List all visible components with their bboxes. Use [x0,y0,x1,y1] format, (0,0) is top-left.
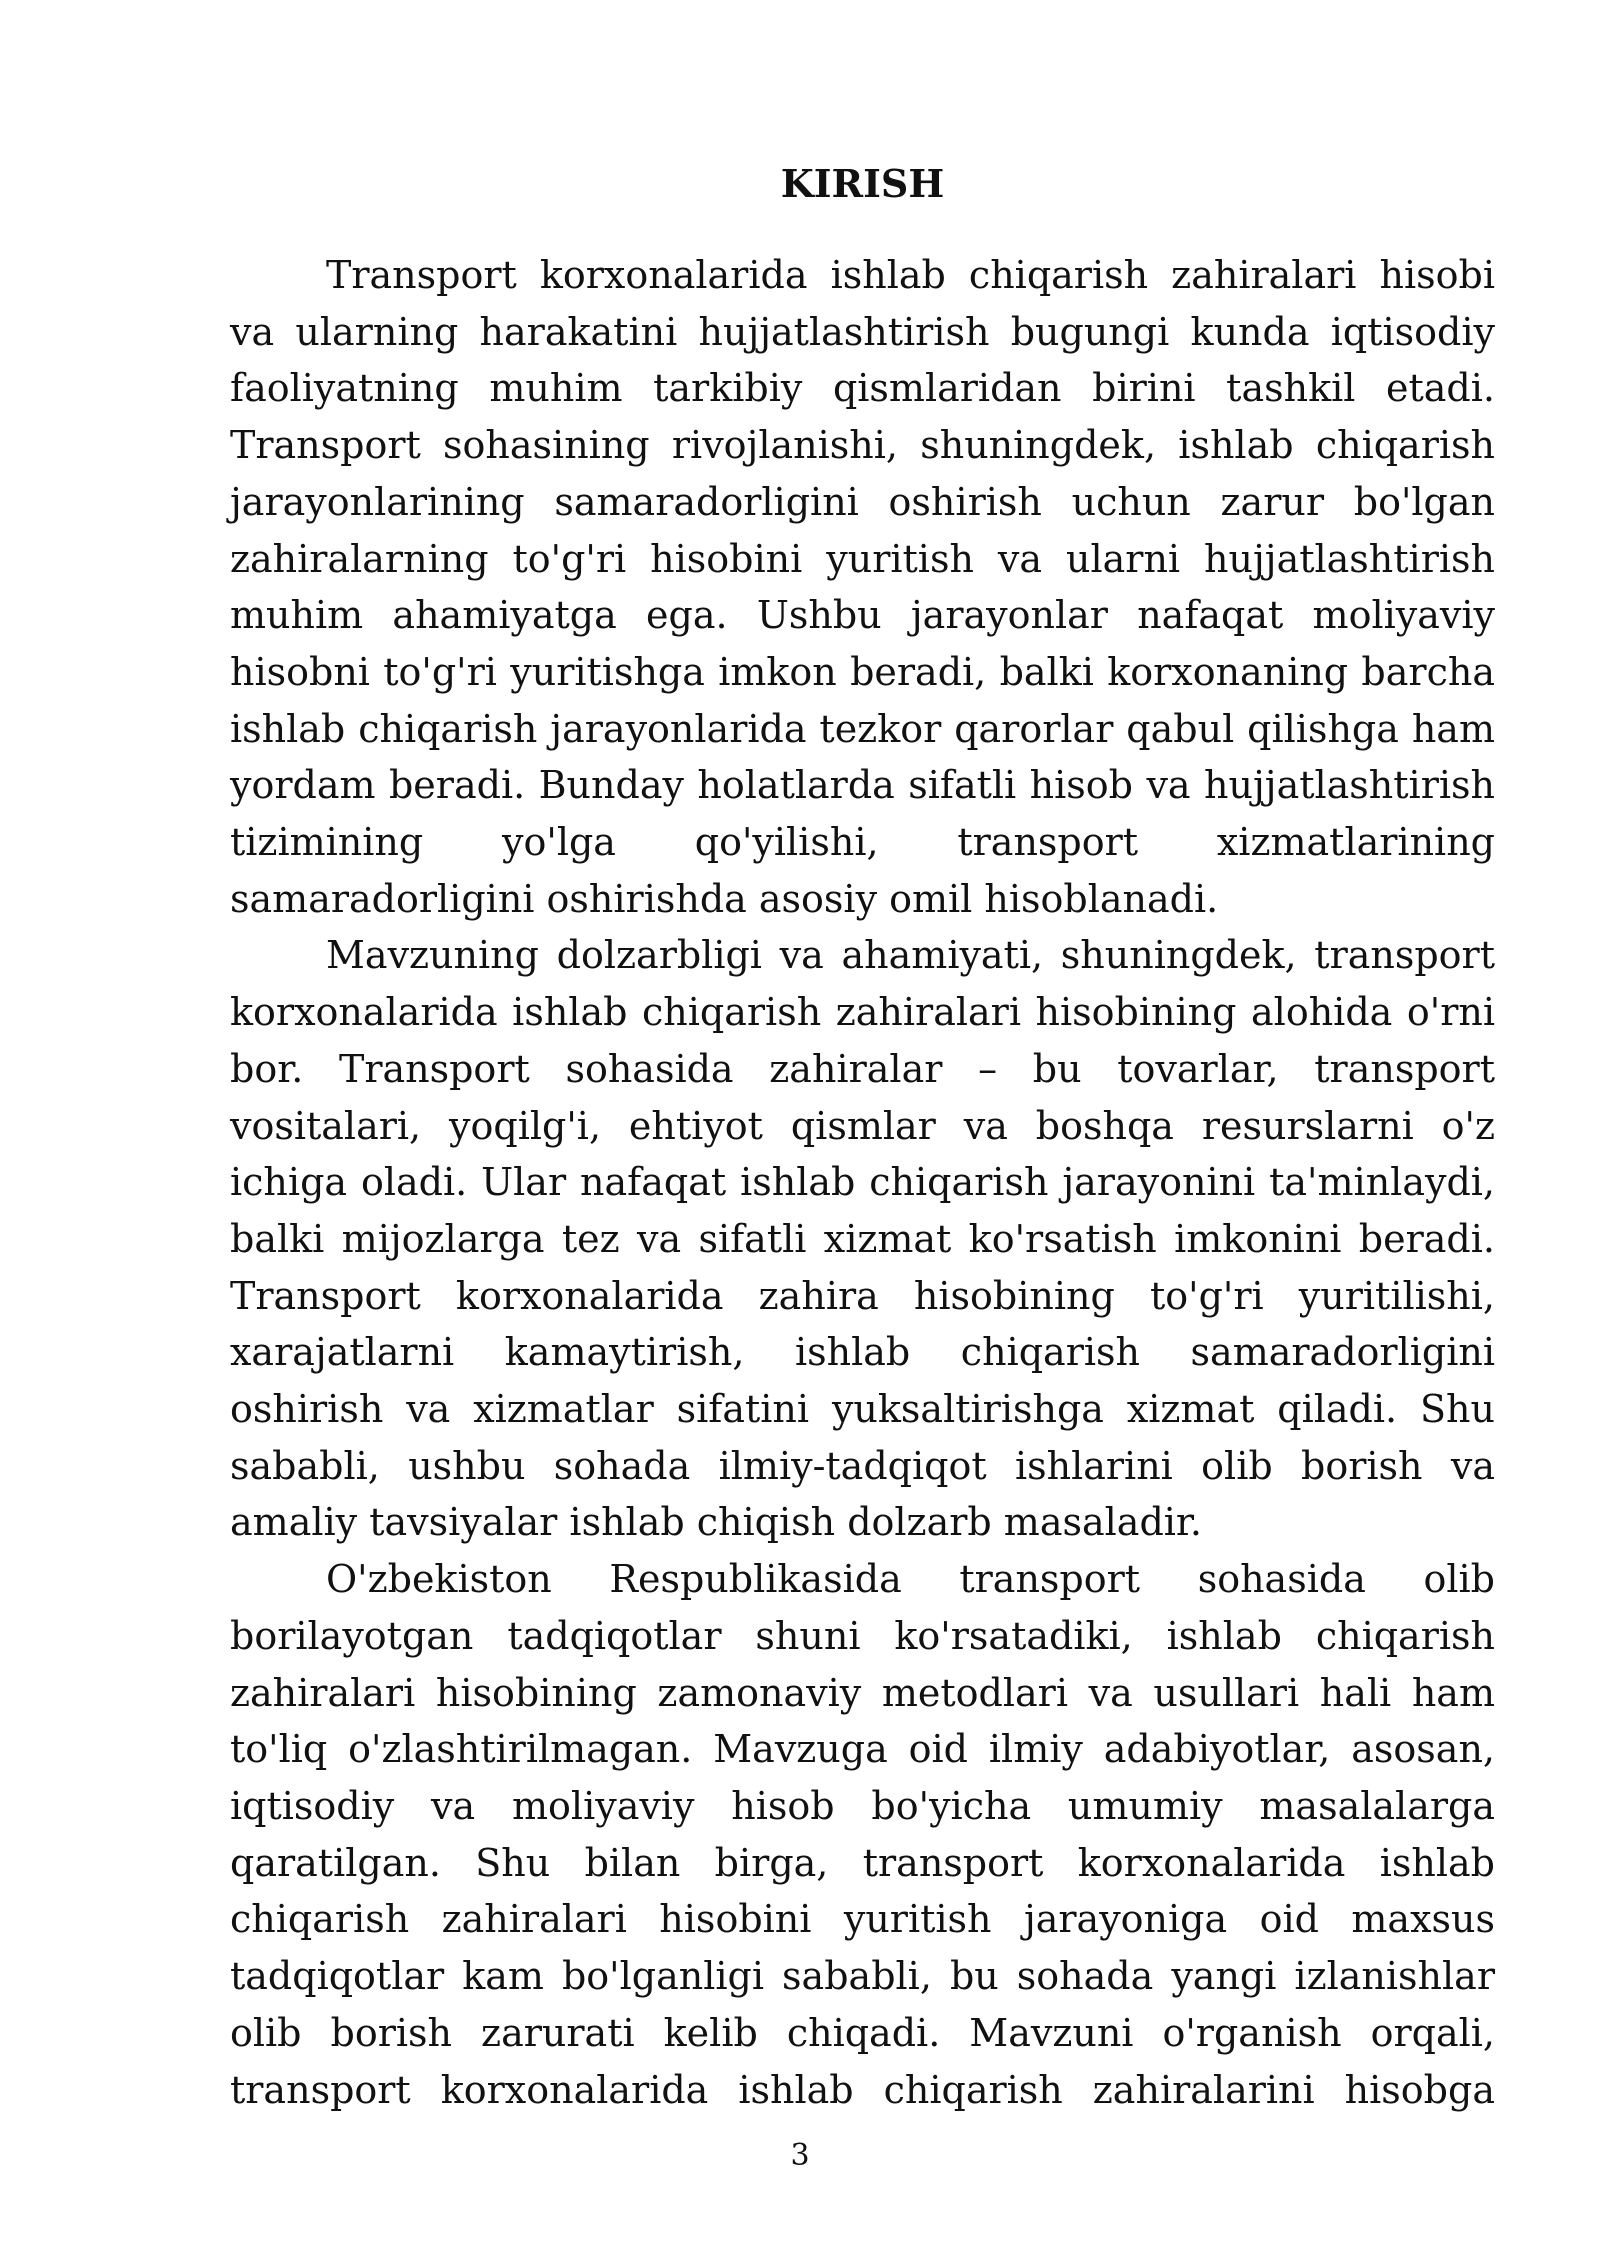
paragraph-3: O'zbekiston Respublikasida transport sohasida olib borilayotgan tadqiqotlar shuni ko'rsatadiki, ishlab chiqarish zahiralari hisobining zamonaviy metodlari va usullari hali ham to'liq o'zlashtirilmagan. Mavzuga oid ilmiy adabiyotlar, asosan, iqtisodiy va moliyaviy hisob bo'yicha umumiy masalalarga qaratilgan. Shu bilan birga, transport korxonalarida ishlab chiqarish zahiralari hisobini yuritish jarayoniga oid maxsus tadqiqotlar kam bo'lganligi sababli, bu sohada yangi izlanishlar olib borish zarurati kelib chiqadi. Mavzuni o'rganish orqali, transport korxonalarida ishlab chiqarish zahiralarini hisobga [230,1557,1495,2112]
paragraph-2: Mavzuning dolzarbligi va ahamiyati, shuningdek, transport korxonalarida ishlab chiqarish zahiralari hisobining alohida o'rni bor. Transport sohasida zahiralar – bu tovarlar, transport vositalari, yoqilg'i, ehtiyot qismlar va boshqa resurslarni o'z ichiga oladi. Ular nafaqat ishlab chiqarish jarayonini ta'minlaydi, balki mijozlarga tez va sifatli xizmat ko'rsatish imkonini beradi. Transport korxonalarida zahira hisobining to'g'ri yuritilishi, xarajatlarni kamaytirish, ishlab chiqarish samaradorligini oshirish va xizmatlar sifatini yuksaltirishga xizmat qiladi. Shu sababli, ushbu sohada ilmiy-tadqiqot ishlarini olib borish va amaliy tavsiyalar ishlab chiqish dolzarb masaladir. [230,933,1495,1545]
paragraph-1: Transport korxonalarida ishlab chiqarish zahiralari hisobi va ularning harakatini hujjatlashtirish bugungi kunda iqtisodiy faoliyatning muhim tarkibiy qismlaridan birini tashkil etadi. Transport sohasining rivojlanishi, shuningdek, ishlab chiqarish jarayonlarining samaradorligini oshirish uchun zarur bo'lgan zahiralarning to'g'ri hisobini yuritish va ularni hujjatlashtirish muhim ahamiyatga ega. Ushbu jarayonlar nafaqat moliyaviy hisobni to'g'ri yuritishga imkon beradi, balki korxonaning barcha ishlab chiqarish jarayonlarida tezkor qarorlar qabul qilishga ham yordam beradi. Bunday holatlarda sifatli hisob va hujjatlashtirish tizimining yo'lga qo'yilishi, transport xizmatlarining samaradorligini oshirishda asosiy omil hisoblanadi. [230,253,1495,921]
section-heading: KIRISH [780,161,945,206]
page-number: 3 [790,2138,810,2173]
body-text [230,247,1495,2118]
